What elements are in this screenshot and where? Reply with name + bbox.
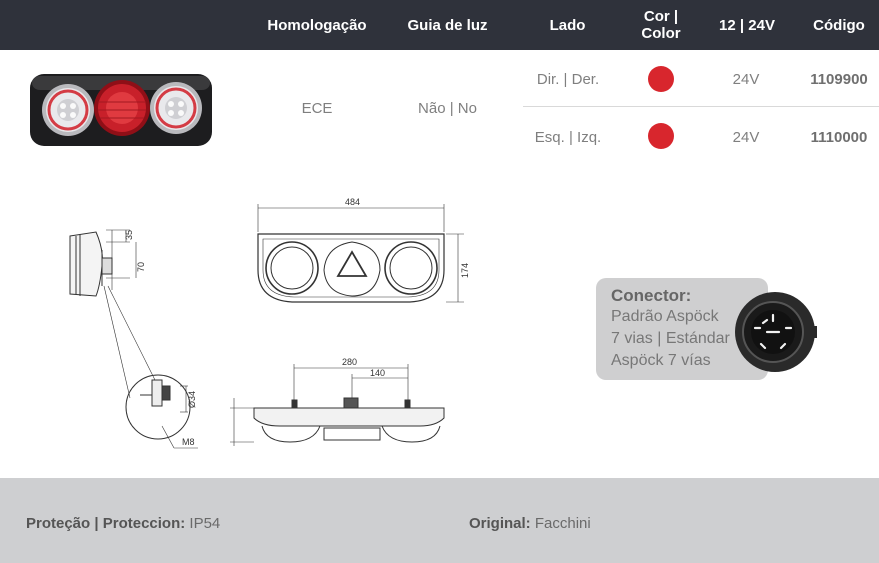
connector-line-3: Aspöck 7 vías	[611, 352, 711, 369]
original-label: Original:	[469, 515, 531, 532]
dim-side-top-label: 35	[124, 229, 134, 240]
header-cor	[630, 0, 692, 50]
row-1-color-swatch	[648, 66, 674, 92]
row-divider	[523, 106, 879, 107]
dim-bottom-inner-label: 140	[370, 368, 386, 378]
row-1-lado: Dir. | Der.	[536, 70, 600, 88]
dim-width-label: 484	[345, 197, 361, 207]
header-guia-de-luz: Guia de luz	[407, 16, 488, 34]
side-view-drawing	[70, 230, 155, 398]
dim-bottom-outer-label: 280	[342, 357, 358, 367]
tail-lamp-photo	[28, 72, 214, 150]
original-value: Facchini	[534, 515, 591, 532]
dim-diameter-label: Ø34	[187, 390, 197, 408]
row-1-codigo: 1109900	[810, 70, 868, 88]
header-homologacao: Homologação	[267, 16, 367, 34]
connector-line-1: Padrão Aspöck	[611, 308, 719, 325]
original-spec	[469, 515, 591, 532]
row-2-color-swatch	[648, 123, 674, 149]
front-view-drawing	[258, 204, 464, 302]
protection-value: IP54	[189, 515, 221, 532]
connector-line-2: 7 vias | Estándar	[611, 330, 730, 347]
row-2-tensao: 24V	[732, 128, 760, 146]
header-cor-line2: Color	[641, 25, 681, 42]
connector-7pin-icon	[733, 290, 817, 374]
row-2-lado: Esq. | Izq.	[534, 128, 602, 146]
dim-height-label: 174	[460, 262, 470, 278]
header-lado: Lado	[549, 16, 586, 34]
technical-drawings	[40, 190, 490, 465]
row-2-codigo: 1110000	[810, 128, 868, 146]
bottom-view-drawing	[230, 364, 444, 446]
dim-thread-label: M8	[182, 437, 195, 447]
guia-value: Não | No	[418, 99, 477, 117]
dim-side-mid-label: 70	[136, 261, 146, 272]
row-1-tensao: 24V	[732, 70, 760, 88]
header-cor-line1: Cor |	[643, 8, 679, 25]
protection-spec	[26, 515, 220, 532]
header-codigo: Código	[813, 16, 865, 34]
homologacao-value: ECE	[301, 99, 333, 117]
header-tensao: 12 | 24V	[719, 16, 775, 34]
connector-title: Conector:	[611, 286, 692, 305]
protection-label: Proteção | Proteccion:	[26, 515, 186, 532]
